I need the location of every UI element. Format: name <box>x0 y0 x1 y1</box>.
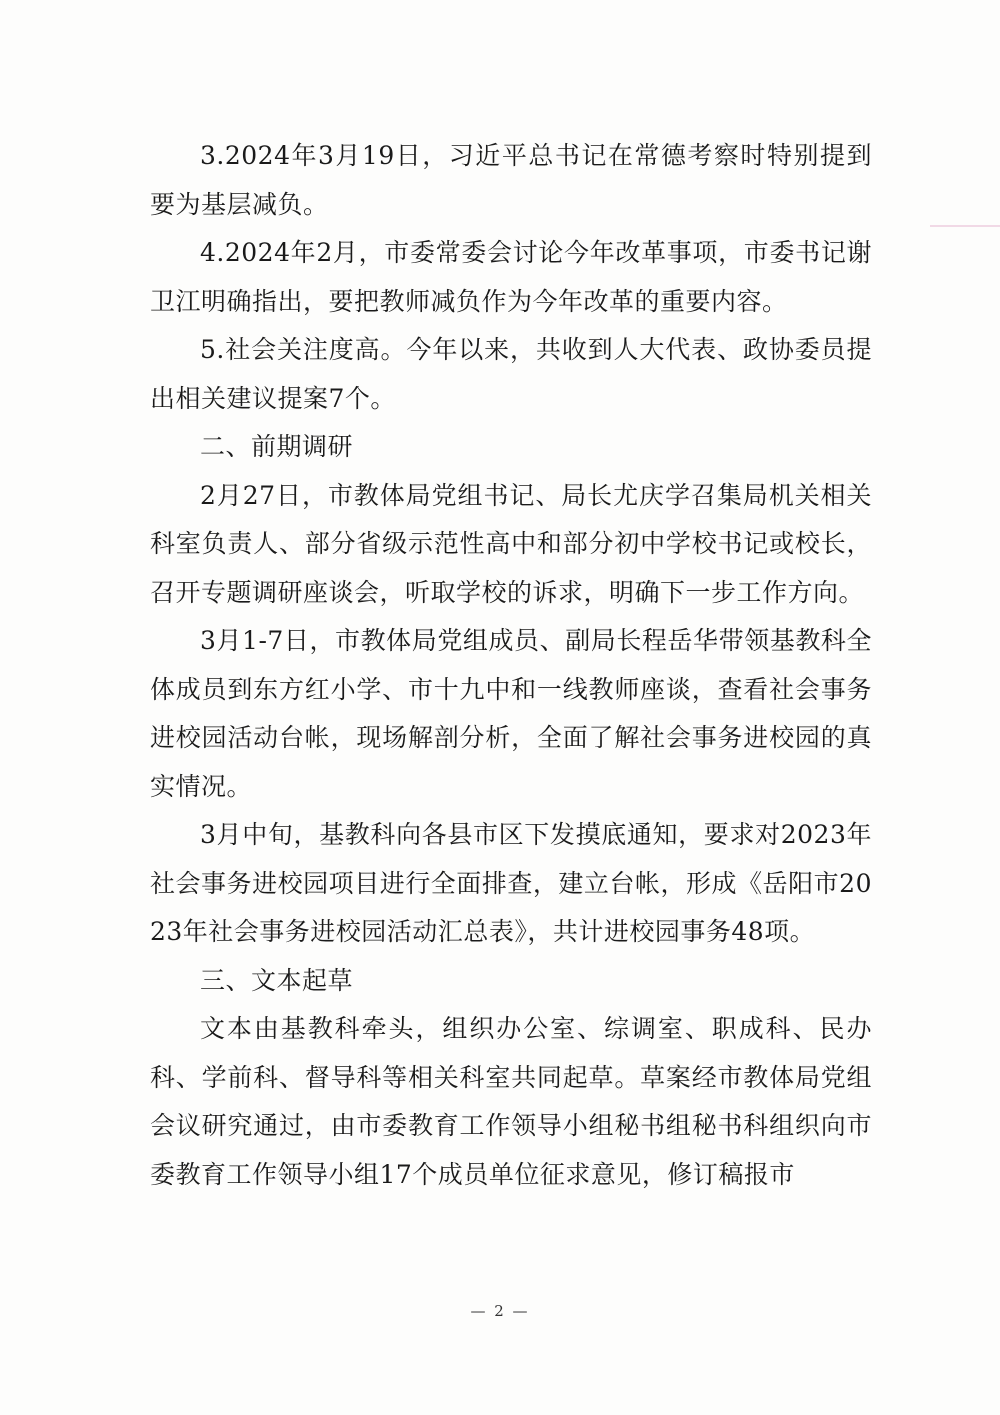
scan-artifact <box>930 225 1000 227</box>
paragraph-point-4: 4.2024年2月，市委常委会讨论今年改革事项，市委书记谢卫江明确指出，要把教师减负作为今年改革的重要内容。 <box>150 238 872 316</box>
paragraph-research-2: 3月1-7日，市教体局党组成员、副局长程岳华带领基教科全体成员到东方红小学、市十九中和一线教师座谈，查看社会事务进校园活动台帐，现场解剖分析，全面了解社会事务进校园的真实情况。 <box>150 626 872 801</box>
document-body <box>150 132 872 1199</box>
paragraph-point-3: 3.2024年3月19日，习近平总书记在常德考察时特别提到要为基层减负。 <box>150 141 872 219</box>
paragraph-drafting-1: 文本由基教科牵头，组织办公室、综调室、职成科、民办科、学前科、督导科等相关科室共同起草。草案经市教体局党组会议研究通过，由市委教育工作领导小组秘书组秘书科组织向市委教育工作领导小组17个成员单位征求意见，修订稿报市 <box>150 1014 872 1189</box>
section-heading-research: 二、前期调研 <box>200 432 354 461</box>
page-number: — 2 — <box>470 1302 530 1320</box>
section-heading-drafting: 三、文本起草 <box>200 965 354 995</box>
paragraph-research-1: 2月27日，市教体局党组书记、局长尤庆学召集局机关相关科室负责人、部分省级示范性高中和部分初中学校书记或校长，召开专题调研座谈会，听取学校的诉求，明确下一步工作方向。 <box>150 480 872 607</box>
paragraph-research-3: 3月中旬，基教科向各县市区下发摸底通知，要求对2023年社会事务进校园项目进行全面排查，建立台帐，形成《岳阳市2023年社会事务进校园活动汇总表》，共计进校园事务48项。 <box>150 820 872 946</box>
paragraph-point-5: 5.社会关注度高。今年以来，共收到人大代表、政协委员提出相关建议提案7个。 <box>150 335 872 413</box>
